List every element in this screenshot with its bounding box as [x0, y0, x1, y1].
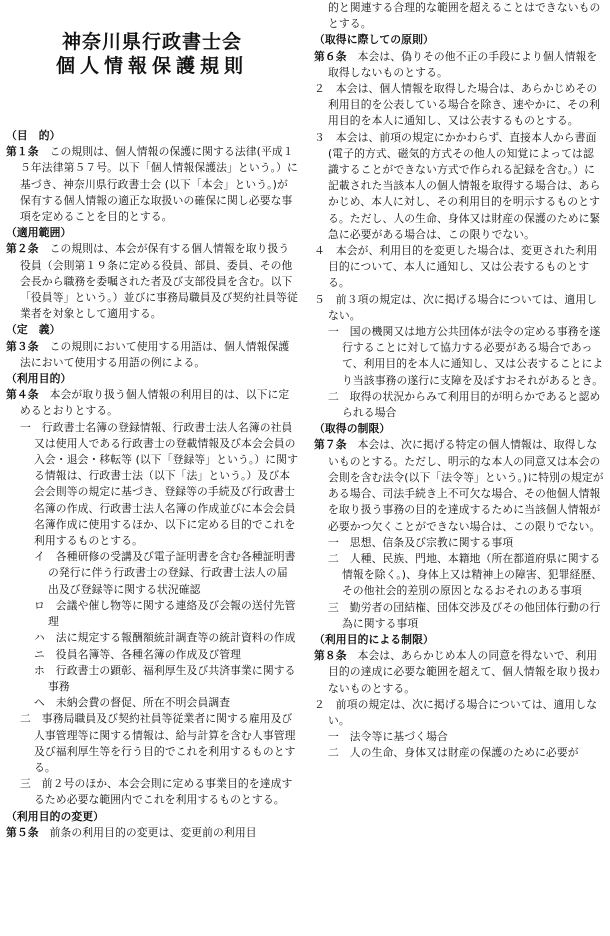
list-item: 一 思想、信条及び宗教に関する事項	[328, 535, 514, 549]
article-text: 前３項の規定は、次に掲げる場合については、適用しない。	[324, 292, 598, 322]
article-text: 前条の利用目的の変更は、変更前の利用目	[38, 825, 257, 839]
article-text: 本会は、前項の規定にかかわらず、直接本人から書面(電子的方式、磁気的方式その他人の知覚によっては認識することができない方式で作られる記録を含む。）に記載された当該本人の個人情報を取得する場合は、あらかじめ、本人に対し、その利用目的を明示するものとする。ただし、人の生命、身体又は財産の保護のために緊急に必要がある場合は、この限りでない。	[324, 130, 601, 241]
sub-list-item: ヘ 未納会費の督促、所在不明会員調査	[34, 696, 231, 710]
section-heading: （取得に際しての原則）	[314, 33, 434, 47]
list-item: 二 人種、民族、門地、本籍地（所在都道府県に関する情報を除く。)、身体上又は精神上の障害、犯罪経歴、その他社会的差別の原因となるおそれのある事項	[328, 551, 603, 598]
left-column	[6, 0, 298, 841]
article-number: 第５条	[6, 825, 39, 839]
article-number: 第８条	[314, 649, 347, 663]
article-number: ２	[314, 82, 325, 96]
article-number: ４	[314, 244, 325, 258]
article-text: 前項の規定は、次に掲げる場合については、適用しない。	[324, 697, 598, 727]
section-heading: （利用目的による制限）	[314, 632, 434, 646]
section-heading: （利用目的）	[6, 372, 72, 386]
article-number: 第７条	[314, 438, 347, 452]
continued-text: 的と関連する合理的な範囲を超えることはできないものとする。	[328, 1, 601, 31]
title-line-2: 個人情報保護規則	[55, 55, 248, 77]
list-item: 一 国の機関又は地方公共団体が法令の定める事務を遂行することに対して協力する必要がある場合であって、利用目的を本人に通知し、又は公表することにより当該事務の遂行に支障を及ぼすおそれがあるとき。	[328, 325, 604, 387]
article-text: 本会は、偽りその他不正の手段により個人情報を取得しないものとする。	[328, 49, 598, 79]
section-heading: （取得の制限）	[314, 422, 391, 436]
article-text: この規則において使用する用語は、個人情報保護法において使用する用語の例による。	[20, 339, 290, 369]
sub-list-item: ハ 法に規定する報酬額統計調査等の統計資料の作成	[34, 631, 296, 645]
list-item: 二 取得の状況からみて利用目的が明らかであると認められる場合	[328, 389, 601, 420]
article-paragraph	[314, 49, 604, 81]
article-number: 第２条	[6, 242, 39, 256]
title-spacer	[6, 78, 298, 128]
article-number: 第１条	[6, 145, 39, 159]
article-paragraph	[314, 648, 604, 697]
sub-list-item: ニ 役員名簿等、各種名簿の作成及び管理	[34, 647, 242, 661]
section-heading: （適用範囲）	[6, 226, 72, 240]
article-paragraph	[6, 241, 298, 322]
article-paragraph	[6, 339, 298, 371]
section-heading: （目 的）	[6, 129, 61, 142]
article-paragraph	[314, 81, 604, 130]
article-paragraph	[314, 243, 604, 292]
list-item: 二 事務局職員及び契約社員等従業者に関する雇用及び人事管理等に関する情報は、給与計算を含む人事管理及び福利厚生等を行う目的でこれを利用するものとする。	[20, 712, 296, 774]
article-paragraph	[314, 697, 604, 729]
left-text-flow	[6, 128, 298, 841]
article-text: 本会は、次に掲げる特定の個人情報は、取得しないものとする。ただし、明示的な本人の同意又は本会の会則を含む法令(以下「法令等」という。)に特別の規定がある場合、司法手続き上不可欠な場合、その他個人情報を取り扱う事務の目的を達成するために当該個人情報が必要かつ欠くことができない場合は、この限りでない。	[328, 438, 604, 533]
article-paragraph	[6, 144, 298, 225]
article-paragraph	[6, 825, 298, 841]
article-text: 本会は、個人情報を取得した場合は、あらかじめその利用目的を公表している場合を除き、速やかに、その利用目的を本人に通知し、又は公表するものとする。	[324, 82, 600, 128]
document-title	[6, 30, 298, 78]
list-item: 三 勤労者の団結権、団体交渉及びその他団体行動の行為に関する事項	[328, 600, 601, 630]
right-text-flow	[314, 0, 604, 762]
article-paragraph	[314, 292, 604, 324]
article-paragraph	[314, 437, 604, 534]
article-text: 本会が、利用目的を変更した場合は、変更された利用目的について、本人に通知し、又は公表するものとする。	[324, 244, 598, 290]
article-number: 第３条	[6, 339, 39, 353]
section-heading: （利用目的の変更）	[6, 809, 105, 823]
article-number: 第４条	[6, 388, 39, 402]
list-item: 一 行政書士名簿の登録情報、行政書士法人名簿の社員又は使用人である行政書士の登載情報及び本会会員の入会・退会・移転等 (以下「登録等」という。）に関する情報は、行政書士法（以下「法」という。）及び本会会則等の規定に基づき、登録等の手続及び行政書士名簿の作成、行政書士法人名簿の作成並びに本会会員名簿作成に使用するほか、以下に定める目的でこれを利用するものとする。	[20, 420, 298, 548]
article-text: この規則は、個人情報の保護に関する法律(平成１５年法律第５７号。以下「個人情報保護法」という。）に基づき、神奈川県行政書士会 (以下「本会」という。)が保有する個人情報の適正な取扱いの確保に関し必要な事項を定めることを目的とする。	[20, 145, 298, 224]
article-number: 第６条	[314, 49, 347, 63]
section-heading: （定 義）	[6, 323, 61, 337]
right-column	[314, 0, 604, 762]
article-number: ２	[314, 697, 325, 711]
sub-list-item: ロ 会議や催し物等に関する連絡及び会報の送付先管理	[34, 598, 296, 629]
article-text: 本会が取り扱う個人情報の利用目的は、以下に定めるとおりとする。	[20, 388, 290, 418]
article-text: 本会は、あらかじめ本人の同意を得ないで、利用目的の達成に必要な範囲を超えて、個人情報を取り扱わないものとする。	[328, 649, 601, 695]
sub-list-item: イ 各種研修の受講及び電子証明書を含む各種証明書の発行に伴う行政書士の登録、行政書士法人の届出及び登録等に関する状況確認	[34, 550, 296, 596]
article-number: ５	[314, 292, 325, 306]
article-paragraph	[314, 130, 604, 243]
sub-list-item: ホ 行政書士の顕彰、福利厚生及び共済事業に関する事務	[34, 663, 296, 693]
list-item: 三 前２号のほか、本会会則に定める事業目的を達成するため必要な範囲内でこれを利用するものとする。	[20, 777, 293, 807]
article-paragraph	[6, 387, 298, 419]
article-number: ３	[314, 130, 325, 144]
list-item: 二 人の生命、身体又は財産の保護のために必要が	[328, 746, 579, 760]
list-item: 一 法令等に基づく場合	[328, 730, 448, 744]
article-text: この規則は、本会が保有する個人情報を取り扱う役員（会則第１９条に定める役員、部員、委員、その他会長から職務を委嘱された者及び支部役員を含む。以下「役員等」という。）並びに事務局職員及び契約社員等従業者を対象として適用する。	[20, 242, 298, 321]
title-line-1: 神奈川県行政書士会	[61, 31, 242, 53]
